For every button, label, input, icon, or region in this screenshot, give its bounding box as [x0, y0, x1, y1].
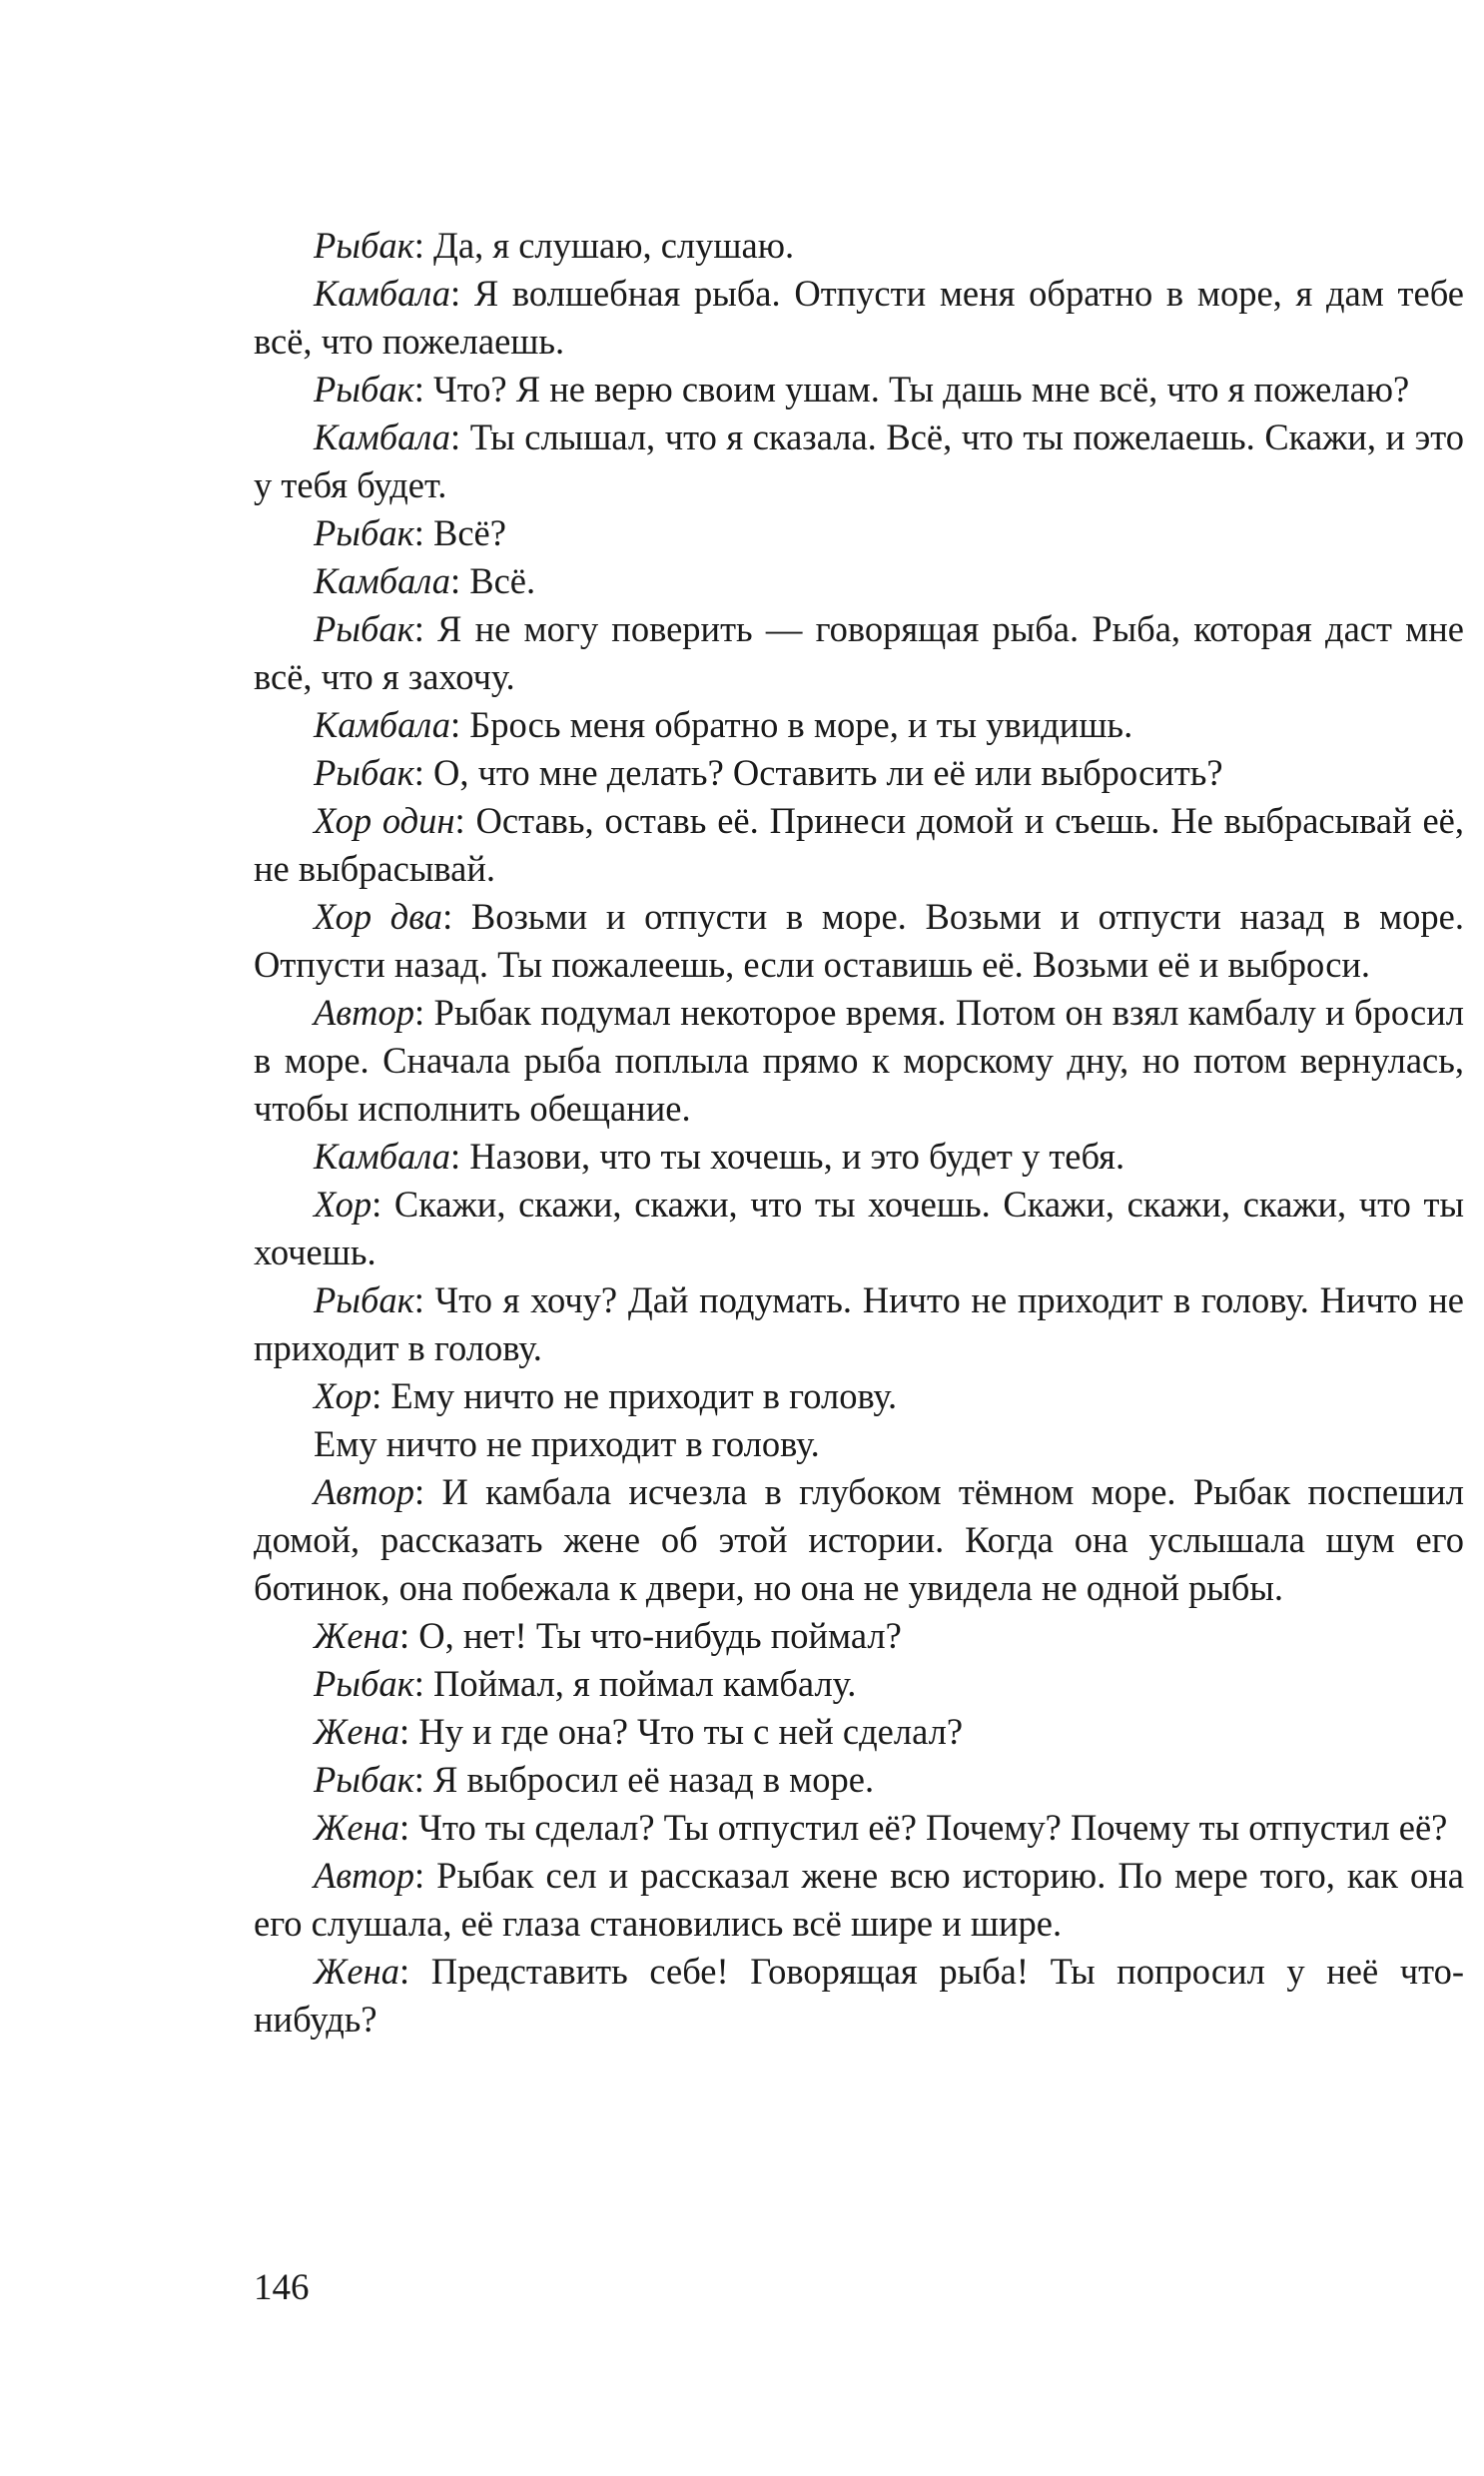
- paragraph-12: [254, 989, 1464, 1133]
- replica-text: : Рыбак сел и рассказал жене всю историю. По мере того, как она его слушала, её глаза становились всё шире и шире.: [254, 1855, 1464, 1944]
- speaker-name: Камбала: [314, 416, 450, 457]
- paragraph-20: [254, 1660, 1464, 1708]
- replica-text: : Я волшебная рыба. Отпусти меня обратно в море, я дам тебе всё, что пожелаешь.: [254, 273, 1464, 362]
- speaker-name: Камбала: [314, 560, 450, 601]
- replica-text: : Скажи, скажи, скажи, что ты хочешь. Скажи, скажи, скажи, что ты хочешь.: [254, 1184, 1464, 1272]
- replica-text: : Ну и где она? Что ты с ней сделал?: [399, 1711, 964, 1752]
- speaker-name: Камбала: [314, 273, 450, 314]
- paragraph-5: [254, 509, 1464, 557]
- speaker-name: Хор два: [314, 896, 443, 937]
- speaker-name: Жена: [314, 1807, 399, 1848]
- paragraph-25: [254, 1948, 1464, 2044]
- replica-text: : Всё?: [413, 512, 506, 553]
- paragraph-16: [254, 1372, 1464, 1420]
- paragraph-1: [254, 222, 1464, 270]
- speaker-name: Рыбак: [314, 608, 414, 649]
- replica-text: : И камбала исчезла в глубоком тёмном море. Рыбак поспешил домой, рассказать жене об этой истории. Когда она услышала шум его ботинок, она побежала к двери, но она не увидела не одной рыбы.: [254, 1471, 1464, 1608]
- replica-text: : Ему ничто не приходит в голову.: [371, 1375, 898, 1416]
- replica-text: : Что я хочу? Дай подумать. Ничто не приходит в голову. Ничто не приходит в голову.: [254, 1279, 1464, 1368]
- paragraph-13: [254, 1133, 1464, 1181]
- speaker-name: Камбала: [314, 1136, 450, 1177]
- paragraph-22: [254, 1756, 1464, 1804]
- speaker-name: Автор: [314, 1471, 414, 1512]
- paragraph-10: [254, 797, 1464, 893]
- speaker-name: Автор: [314, 992, 414, 1033]
- speaker-name: Рыбак: [314, 752, 414, 793]
- paragraph-17: [254, 1420, 1464, 1468]
- paragraph-8: [254, 701, 1464, 749]
- paragraph-2: [254, 270, 1464, 366]
- speaker-name: Жена: [314, 1615, 399, 1656]
- paragraph-4: [254, 413, 1464, 509]
- speaker-name: Рыбак: [314, 1759, 414, 1800]
- page-number: 146: [254, 2267, 310, 2308]
- replica-text: : Возьми и отпусти в море. Возьми и отпусти назад в море. Отпусти назад. Ты пожалеешь, если оставишь её. Возьми её и выброси.: [254, 896, 1464, 985]
- paragraph-21: [254, 1708, 1464, 1756]
- speaker-name: Жена: [314, 1711, 399, 1752]
- paragraph-18: [254, 1468, 1464, 1612]
- paragraph-23: [254, 1804, 1464, 1852]
- replica-text: : Да, я слушаю, слушаю.: [413, 225, 795, 266]
- paragraph-19: [254, 1612, 1464, 1660]
- speaker-name: Хор: [314, 1375, 372, 1416]
- replica-text: : Брось меня обратно в море, и ты увидишь.: [450, 704, 1133, 745]
- paragraph-9: [254, 749, 1464, 797]
- replica-text: : Представить себе! Говорящая рыба! Ты попросил у неё что-нибудь?: [254, 1951, 1464, 2040]
- speaker-name: Камбала: [314, 704, 450, 745]
- replica-text: : Что? Я не верю своим ушам. Ты дашь мне всё, что я пожелаю?: [413, 369, 1410, 410]
- speaker-name: Жена: [314, 1951, 399, 1992]
- dialogue-text: [254, 222, 1464, 2044]
- replica-text: : О, что мне делать? Оставить ли её или выбросить?: [413, 752, 1223, 793]
- paragraph-15: [254, 1276, 1464, 1372]
- replica-text: : Что ты сделал? Ты отпустил её? Почему? Почему ты отпустил её?: [399, 1807, 1448, 1848]
- paragraph-24: [254, 1852, 1464, 1948]
- replica-text: : Всё.: [450, 560, 536, 601]
- replica-text: : Назови, что ты хочешь, и это будет у тебя.: [450, 1136, 1125, 1177]
- speaker-name: Автор: [314, 1855, 414, 1896]
- speaker-name: Рыбак: [314, 1663, 414, 1704]
- replica-text: Ему ничто не приходит в голову.: [314, 1423, 820, 1464]
- paragraph-11: [254, 893, 1464, 989]
- paragraph-6: [254, 557, 1464, 605]
- replica-text: : Оставь, оставь её. Принеси домой и съешь. Не выбрасывай её, не выбрасывай.: [254, 800, 1465, 889]
- replica-text: : Я выбросил её назад в море.: [413, 1759, 875, 1800]
- speaker-name: Хор: [314, 1184, 372, 1225]
- replica-text: : О, нет! Ты что-нибудь поймал?: [399, 1615, 902, 1656]
- speaker-name: Рыбак: [314, 1279, 414, 1320]
- speaker-name: Рыбак: [314, 369, 414, 410]
- paragraph-3: [254, 366, 1464, 413]
- replica-text: : Ты слышал, что я сказала. Всё, что ты пожелаешь. Скажи, и это у тебя будет.: [254, 416, 1464, 505]
- speaker-name: Рыбак: [314, 225, 414, 266]
- paragraph-14: [254, 1181, 1464, 1276]
- paragraph-7: [254, 605, 1464, 701]
- replica-text: : Рыбак подумал некоторое время. Потом он взял камбалу и бросил в море. Сначала рыба поплыла прямо к морскому дну, но потом вернулась, чтобы исполнить обещание.: [254, 992, 1464, 1129]
- replica-text: : Я не могу поверить — говорящая рыба. Рыба, которая даст мне всё, что я захочу.: [254, 608, 1464, 697]
- replica-text: : Поймал, я поймал камбалу.: [413, 1663, 857, 1704]
- speaker-name: Рыбак: [314, 512, 414, 553]
- speaker-name: Хор один: [314, 800, 455, 841]
